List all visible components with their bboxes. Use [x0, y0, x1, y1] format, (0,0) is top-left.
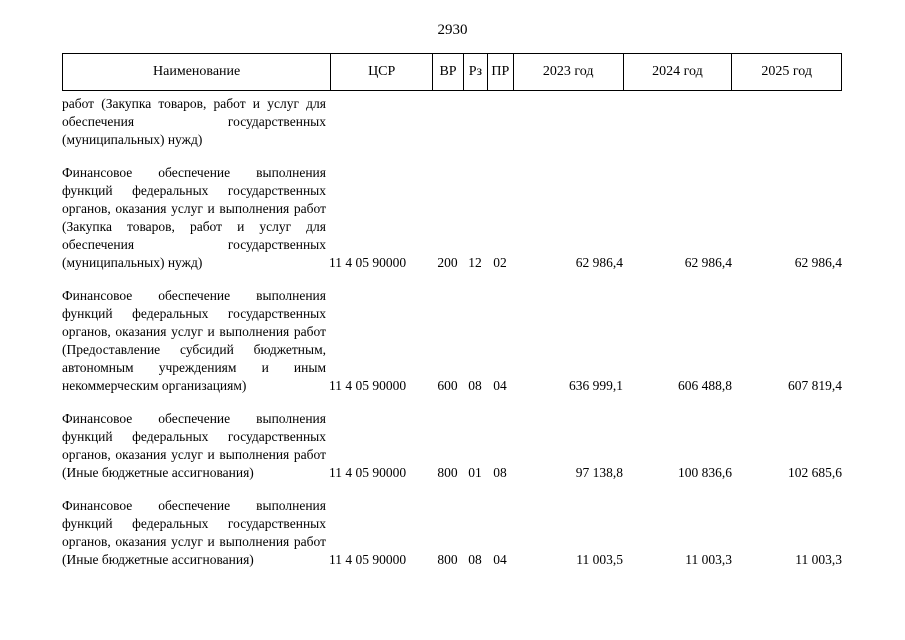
row-csr: 11 4 05 90000 — [329, 255, 407, 270]
row-pr: 02 — [493, 255, 507, 270]
column-header-name: Наименование — [153, 64, 241, 79]
row-2024: 606 488,8 — [678, 378, 732, 393]
row-rz: 01 — [468, 465, 482, 480]
row-2025: 11 003,3 — [795, 552, 842, 567]
row-2024: 62 986,4 — [684, 255, 732, 270]
row-vr: 800 — [437, 552, 458, 567]
column-header-pr: ПР — [487, 54, 513, 90]
page-number: 2930 — [437, 22, 468, 38]
table-row — [62, 410, 842, 482]
row-rz: 08 — [468, 378, 482, 393]
row-rz: 08 — [468, 552, 482, 567]
row-name: Финансовое обеспечение выполнения функций федеральных государственных органов, оказания услуг и выполнения работ (Закупка товаров, работ и услуг для обеспечения государственных (муниципальных) нужд) — [62, 165, 326, 270]
column-header-2024: 2024 год — [623, 54, 732, 90]
row-2025: 102 685,6 — [788, 465, 842, 480]
row-csr: 11 4 05 90000 — [329, 378, 407, 393]
row-name: Финансовое обеспечение выполнения функций федеральных государственных органов, оказания услуг и выполнения работ (Иные бюджетные ассигнования) — [62, 411, 326, 480]
row-pr: 08 — [493, 465, 507, 480]
column-header-vr: ВР — [432, 54, 463, 90]
row-name: работ (Закупка товаров, работ и услуг для обеспечения государственных (муниципальных) нужд) — [62, 96, 326, 147]
column-header-2023: 2023 год — [513, 54, 623, 90]
row-2024: 100 836,6 — [678, 465, 732, 480]
row-2023: 11 003,5 — [576, 552, 623, 567]
table-row — [62, 164, 842, 272]
row-vr: 200 — [437, 255, 458, 270]
table-body — [62, 95, 842, 584]
row-vr: 800 — [437, 465, 458, 480]
row-2025: 62 986,4 — [794, 255, 842, 270]
column-header-csr: ЦСР — [330, 54, 432, 90]
table-row — [62, 287, 842, 395]
row-2024: 11 003,3 — [685, 552, 732, 567]
row-2023: 636 999,1 — [569, 378, 623, 393]
row-vr: 600 — [437, 378, 458, 393]
row-name: Финансовое обеспечение выполнения функций федеральных государственных органов, оказания услуг и выполнения работ (Предоставление субсидий бюджетным, автономным учреждениям и иным некоммерческим организациям) — [62, 288, 326, 393]
row-pr: 04 — [493, 552, 507, 567]
row-rz: 12 — [468, 255, 482, 270]
row-csr: 11 4 05 90000 — [329, 465, 407, 480]
row-csr: 11 4 05 90000 — [329, 552, 407, 567]
column-header-2025: 2025 год — [731, 54, 841, 90]
table-header — [62, 53, 842, 91]
row-2023: 62 986,4 — [575, 255, 623, 270]
table-row — [62, 95, 842, 149]
column-header-rz: Рз — [463, 54, 487, 90]
row-2025: 607 819,4 — [788, 378, 842, 393]
row-pr: 04 — [493, 378, 507, 393]
row-2023: 97 138,8 — [575, 465, 623, 480]
row-name: Финансовое обеспечение выполнения функций федеральных государственных органов, оказания услуг и выполнения работ (Иные бюджетные ассигнования) — [62, 498, 326, 567]
table-row — [62, 497, 842, 569]
